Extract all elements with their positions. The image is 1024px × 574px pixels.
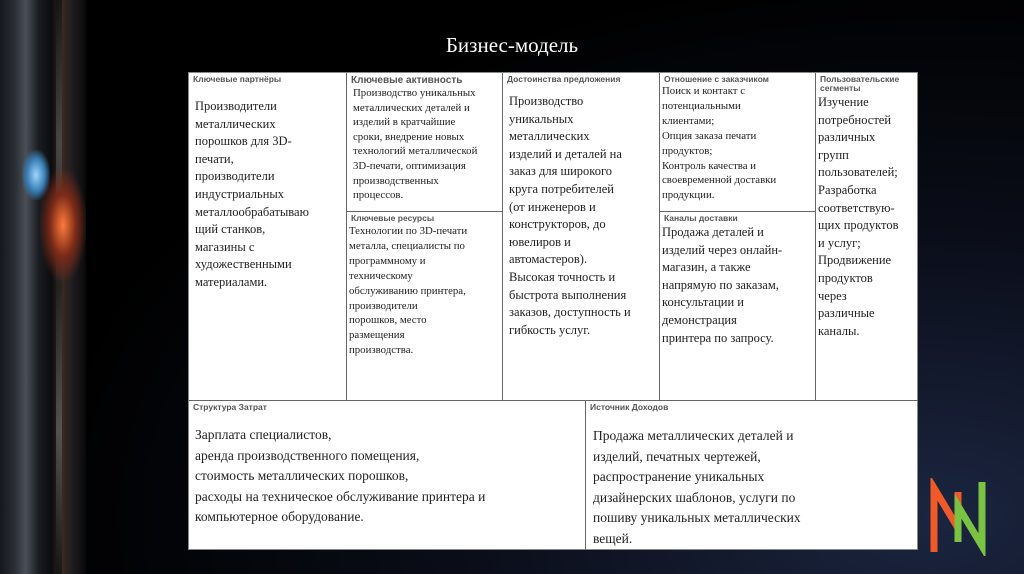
customer-relationships-text: Поиск и контакт с потенциальными клиентами; Опция заказа печати продуктов; Контроль качества и своевременной доставки продукции. <box>662 85 777 202</box>
value-propositions-header: Достоинства предложения <box>507 74 621 84</box>
key-resources-cell <box>347 212 503 401</box>
value-propositions-cell <box>503 73 660 401</box>
revenue-streams-text: Продажа металлических деталей и изделий, печатных чертежей, распространение уникальных дизайнерских шаблонов, услуги по пошиву уникальных металлических вещей. <box>593 428 801 546</box>
key-partners-header: Ключевые партнёры <box>193 74 282 84</box>
key-partners-text: Производители металлических порошков для 3D- печати, производители индустриальных металлообрабатываю щий станков, магазины с художественными материалами. <box>195 99 309 289</box>
key-resources-text: Технологии по 3D-печати металла, специалисты по программному и техническому обслуживанию принтера, производители порошков, место размещения производства. <box>349 225 468 357</box>
key-resources-header: Ключевые ресурсы <box>351 213 435 223</box>
business-model-canvas <box>188 72 918 550</box>
cost-structure-cell <box>189 401 586 550</box>
key-activities-text: Производство уникальных металлических деталей и изделий в кратчайшие сроки, внедрение новых технологий металлической 3D-печати, оптимизация производственных процессов. <box>353 87 478 202</box>
customer-segments-text: Изучение потребностей различных групп пользователей; Разработка соответствую- щих продуктов и услуг; Продвижение продуктов через различные каналы. <box>818 95 899 338</box>
customer-segments-header: Пользовательские сегменты <box>820 74 900 93</box>
revenue-streams-header: Источник Доходов <box>590 402 669 412</box>
key-activities-header: Ключевые активность <box>351 75 463 86</box>
customer-relationships-header: Отношение с заказчиком <box>664 74 769 84</box>
channels-cell <box>660 212 816 401</box>
cost-structure-text: Зарплата специалистов, аренда производственного помещения, стоимость металлических порошков, расходы на техническое обслуживание принтера и компьютерное оборудование. <box>195 427 486 524</box>
key-activities-cell <box>347 73 503 212</box>
logo-icon <box>928 478 988 556</box>
cost-structure-header: Структура Затрат <box>193 402 267 412</box>
channels-text: Продажа деталей и изделий через онлайн- магазин, а также напрямую по заказам, консультации и демонстрация принтера по запросу. <box>662 225 783 345</box>
background-photo <box>0 0 86 574</box>
slide-title: Бизнес-модель <box>445 33 579 57</box>
customer-segments-cell <box>816 73 918 401</box>
customer-relationships-cell <box>660 73 816 212</box>
channels-header: Каналы доставки <box>664 213 738 223</box>
value-propositions-text: Производство уникальных металлических изделий и деталей на заказ для широкого круга потребителей (от инженеров и конструкторов, до ювелиров и автомастеров). Высокая точность и быстрота выполнения заказов, доступность и гибкость услуг. <box>509 94 631 337</box>
key-partners-cell <box>189 73 347 401</box>
revenue-streams-cell <box>586 401 918 550</box>
